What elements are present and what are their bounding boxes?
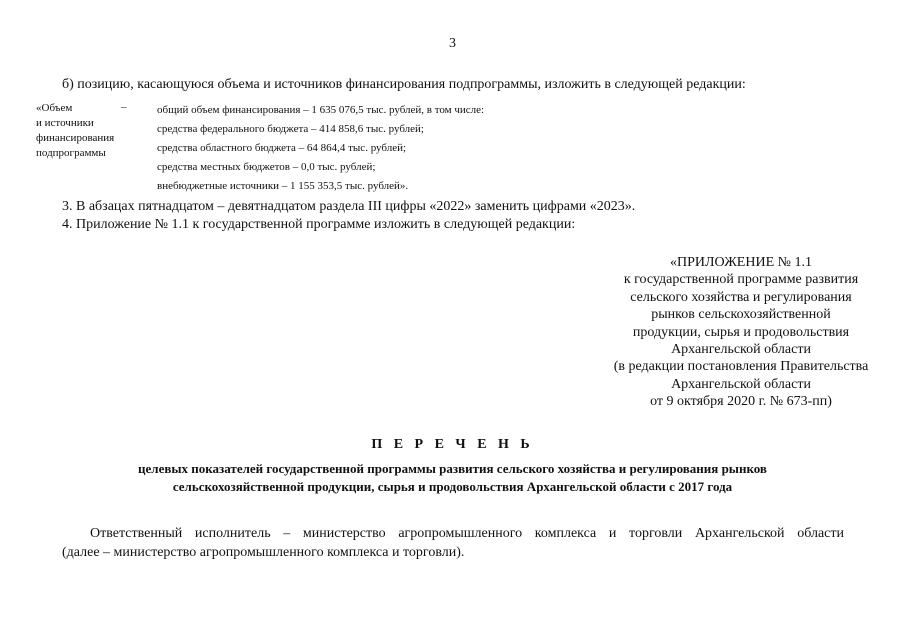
paragraph-4: 4. Приложение № 1.1 к государственной программе изложить в следующей редакции: [62,217,576,232]
financing-federal: средства федерального бюджета – 414 858,6 тыс. рублей; [157,123,424,135]
appendix-line: (в редакции постановления Правительства [613,359,869,375]
appendix-line: Архангельской области [671,376,811,392]
appendix-line: от 9 октября 2020 г. № 673-пп) [650,394,832,410]
appendix-line: Архангельской области [671,342,811,358]
label-line: финансирования [36,132,115,144]
list-heading: П Е Р Е Ч Е Н Ь [371,437,534,452]
appendix-line: рынков сельскохозяйственной [651,307,831,323]
appendix-line: к государственной программе развития [623,272,859,288]
financing-total: общий объем финансирования – 1 635 076,5 тыс. рублей, в том числе: [157,104,485,116]
financing-extrabudgetary: внебюджетные источники – 1 155 353,5 тыс. рублей». [157,180,409,192]
label-line: «Объем [36,102,73,114]
responsible-executor-line2: (далее – министерство агропромышленного комплекса и торговли). [62,545,465,560]
paragraph-3: 3. В абзацах пятнадцатом – девятнадцатом раздела III цифры «2022» заменить цифрами «2023». [62,199,636,214]
page-number: 3 [449,36,456,51]
list-subheading [0,460,905,496]
label-line: и источники [36,117,94,129]
paragraph-b: б) позицию, касающуюся объема и источников финансирования подпрограммы, изложить в следующей редакции: [62,77,746,92]
financing-table-values [157,101,484,196]
financing-local: средства местных бюджетов – 0,0 тыс. рублей; [157,161,376,173]
subheading-line: целевых показателей государственной программы развития сельского хозяйства и регулирования рынков [138,461,767,476]
appendix-line: продукции, сырья и продовольствия [632,324,850,340]
appendix-line: сельского хозяйства и регулирования [630,289,852,305]
subheading-line: сельскохозяйственной продукции, сырья и продовольствия Архангельской области с 2017 года [172,479,733,494]
appendix-line: «ПРИЛОЖЕНИЕ № 1.1 [670,255,812,270]
appendix-header [582,254,900,411]
table-dash: – [121,101,127,113]
responsible-executor-line1: Ответственный исполнитель – министерство агропромышленного комплекса и торговли Архангельской области [90,526,844,541]
label-line: подпрограммы [36,147,106,159]
financing-regional: средства областного бюджета – 64 864,4 тыс. рублей; [157,142,407,154]
